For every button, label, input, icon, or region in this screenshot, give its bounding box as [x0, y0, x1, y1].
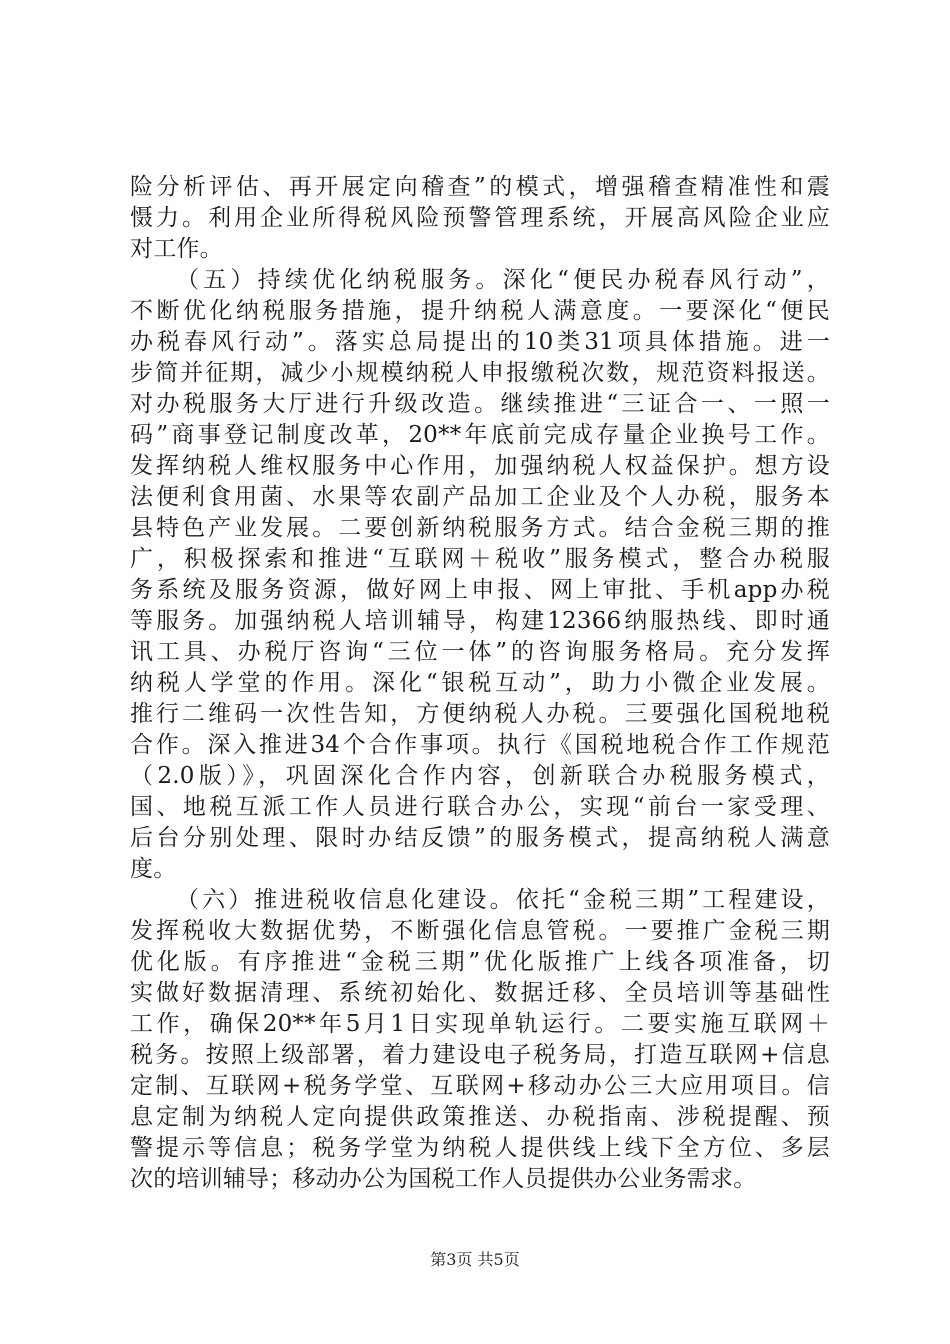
text-line: 对工作。 — [130, 236, 223, 262]
paragraph-section-6 — [130, 885, 830, 1195]
text-line: 对办税服务大厅进行升级改造。继续推进“三证合一、一照一 — [130, 391, 830, 417]
text-line: 息定制为纳税人定向提供政策推送、办税指南、涉税提醒、预 — [130, 1104, 830, 1130]
text-line: 法便利食用菌、水果等农副产品加工企业及个人办税，服务本 — [130, 484, 830, 510]
text-line: （五）持续优化纳税服务。深化“便民办税春风行动”， — [176, 267, 830, 293]
text-line: 码”商事登记制度改革，20**年底前完成存量企业换号工作。 — [130, 422, 830, 448]
text-line: 度。 — [130, 856, 177, 882]
text-line: 纳税人学堂的作用。深化“银税互动”，助力小微企业发展。 — [130, 670, 830, 696]
text-line: 税务。按照上级部署，着力建设电子税务局，打造互联网+信息 — [130, 1042, 830, 1068]
text-line: 工作，确保20**年5月1日实现单轨运行。二要实施互联网＋ — [130, 1011, 830, 1037]
text-line: 后台分别处理、限时办结反馈”的服务模式，提高纳税人满意 — [130, 825, 830, 851]
text-line: 步简并征期，减少小规模纳税人申报缴税次数，规范资料报送。 — [130, 360, 830, 386]
text-line: 合作。深入推进34个合作事项。执行《国税地税合作工作规范 — [130, 732, 830, 758]
text-line: 讯工具、办税厅咨询“三位一体”的咨询服务格局。充分发挥 — [130, 639, 830, 665]
text-line: 务系统及服务资源，做好网上申报、网上审批、手机app办税 — [130, 577, 830, 603]
text-line: 国、地税互派工作人员进行联合办公，实现“前台一家受理、 — [130, 794, 830, 820]
text-line: 警提示等信息；税务学堂为纳税人提供线上线下全方位、多层 — [130, 1135, 830, 1161]
text-line: 不断优化纳税服务措施，提升纳税人满意度。一要深化“便民 — [130, 298, 830, 324]
document-body — [130, 172, 830, 1195]
text-line: 发挥税收大数据优势，不断强化信息管税。一要推广金税三期 — [130, 918, 830, 944]
text-line: 优化版。有序推进“金税三期”优化版推广上线各项准备，切 — [130, 949, 830, 975]
text-line: 发挥纳税人维权服务中心作用，加强纳税人权益保护。想方设 — [130, 453, 830, 479]
paragraph-section-5 — [130, 265, 830, 885]
text-line: 推行二维码一次性告知，方便纳税人办税。三要强化国税地税 — [130, 701, 830, 727]
text-line: 县特色产业发展。二要创新纳税服务方式。结合金税三期的推 — [130, 515, 830, 541]
page-footer: 第3页 共5页 — [430, 1250, 520, 1269]
text-line: 慑力。利用企业所得税风险预警管理系统，开展高风险企业应 — [130, 205, 830, 231]
text-line: 办税春风行动”。落实总局提出的10类31项具体措施。进一 — [130, 329, 830, 355]
paragraph-continuation — [130, 172, 830, 265]
text-line: 次的培训辅导；移动办公为国税工作人员提供办公业务需求。 — [130, 1166, 757, 1192]
text-line: （六）推进税收信息化建设。依托“金税三期”工程建设， — [176, 887, 830, 913]
text-line: 广，积极探索和推进“互联网＋税收”服务模式，整合办税服 — [130, 546, 830, 572]
text-line: 定制、互联网+税务学堂、互联网+移动办公三大应用项目。信 — [130, 1073, 830, 1099]
text-line: （2.0版）》，巩固深化合作内容，创新联合办税服务模式， — [130, 763, 830, 789]
text-line: 险分析评估、再开展定向稽查”的模式，增强稽查精准性和震 — [130, 174, 830, 200]
text-line: 等服务。加强纳税人培训辅导，构建12366纳服热线、即时通 — [130, 608, 830, 634]
text-line: 实做好数据清理、系统初始化、数据迁移、全员培训等基础性 — [130, 980, 830, 1006]
